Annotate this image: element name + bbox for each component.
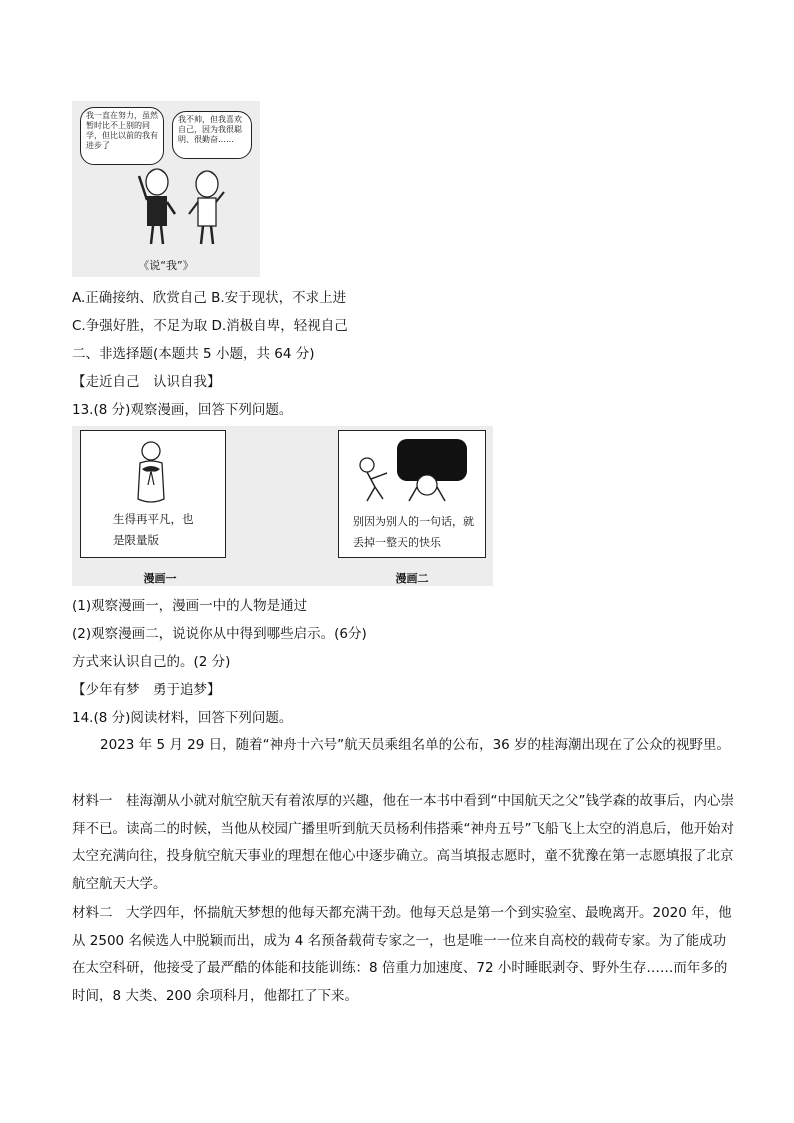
- speech-bubble-right: 我不帅，但我喜欢自己，因为我很聪明、很勤奋……: [172, 111, 252, 159]
- q13-stem: 13.(8 分)观察漫画，回答下列问题。: [72, 402, 293, 418]
- q13-sub2: (2)观察漫画二，说说你从中得到哪些启示。(6分): [72, 626, 367, 642]
- comic-1-caption: 漫画一: [143, 572, 177, 585]
- comic-1-text: 生得再平凡，也是限量版: [113, 512, 194, 547]
- speech-bubble-left: 我一直在努力，虽然暂时比不上别的同学，但比以前的我有进步了: [80, 107, 164, 165]
- q14-stem: 14.(8 分)阅读材料，回答下列问题。: [72, 710, 293, 726]
- comic-panel-1: [80, 430, 226, 558]
- comic-caption: 《说“我”》: [138, 259, 194, 272]
- comic-2-caption: 漫画二: [395, 572, 429, 585]
- theme-heading-2: 【少年有梦 勇于追梦】: [72, 682, 221, 698]
- q12-options-line2: C.争强好胜，不足为取 D.消极自卑，轻视自己: [72, 318, 348, 334]
- section-heading: 二、非选择题(本题共 5 小题，共 64 分): [72, 346, 315, 362]
- comic-shuo-wo: [72, 101, 260, 277]
- comic-2-text: 别因为别人的一句话，就丢掉一整天的快乐: [353, 515, 474, 549]
- q14-material-2: 材料二 大学四年，怀揣航天梦想的他每天都充满干劲。他每天总是第一个到实验室、最晚离开。2020 年，他从 2500 名候选人中脱颖而出，成为 4 名预备载荷专家之一，也是唯一一位来自高校的载荷专家。为了能成功在太空科研，他接受了最严酷的体能和技能训练：8 倍重力加速度、72 小时睡眠剥夺、野外生存……而年多的时间，8 大类、200 余项科月，他都扛了下来。: [72, 905, 732, 1004]
- q14-intro: 2023 年 5 月 29 日，随着“神舟十六号”航天员乘组名单的公布，36 岁的桂海潮出现在了公众的视野里。: [100, 737, 731, 753]
- theme-heading-1: 【走近自己 认识自我】: [72, 374, 221, 390]
- q13-sub1: (1)观察漫画一，漫画一中的人物是通过: [72, 598, 308, 614]
- q13-comics: [72, 426, 493, 586]
- q12-options-line1: A.正确接纳、欣赏自己 B.安于现状，不求上进: [72, 290, 347, 306]
- q13-sub1-continuation: 方式来认识自己的。(2 分): [72, 654, 231, 670]
- ordinary-person-illustration: [126, 439, 176, 505]
- two-students-illustration: [127, 156, 237, 248]
- comic-panel-2: [338, 430, 486, 558]
- q14-material-1: 材料一 桂海潮从小就对航空航天有着浓厚的兴趣，他在一本书中看到“中国航天之父”钱学森的故事后，内心崇拜不已。读高二的时候，当他从校园广播里听到航天员杨利伟搭乘“神舟五号”飞船飞上太空的消息后，他开始对太空充满向往，投身航空航天事业的理想在他心中逐步确立。高当填报志愿时，童不犹豫在第一志愿填报了北京航空航天大学。: [72, 793, 734, 892]
- burdened-person-illustration: [345, 435, 479, 507]
